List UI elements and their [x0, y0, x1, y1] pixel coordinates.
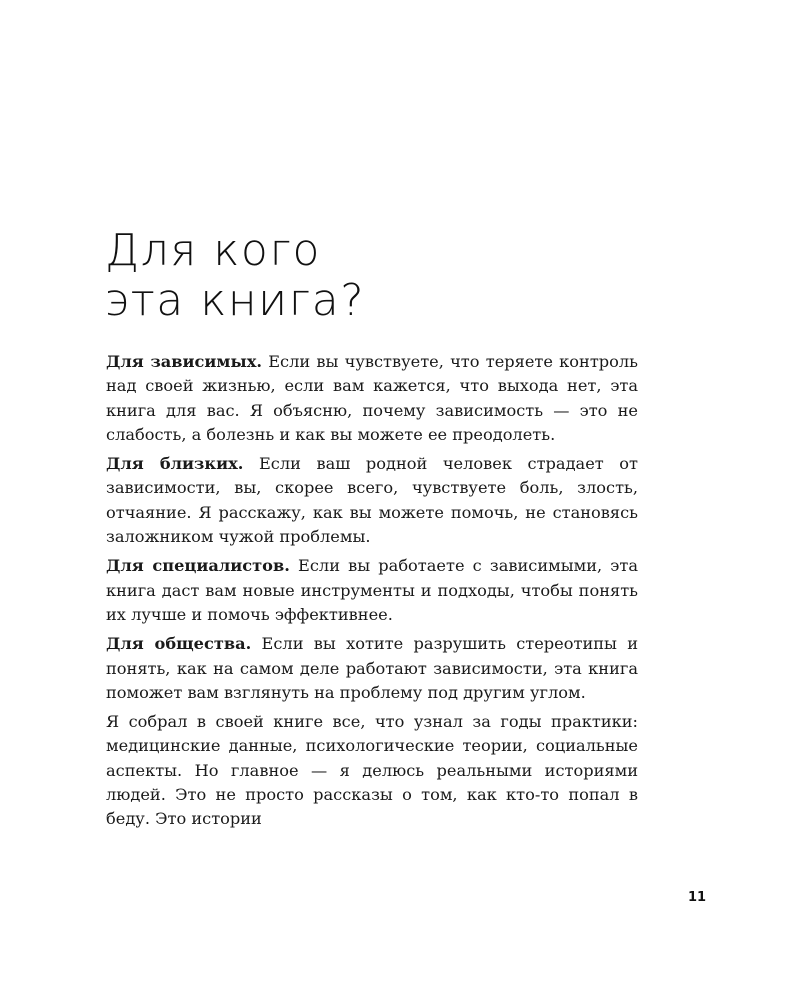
paragraph-relatives	[106, 452, 638, 549]
paragraph-lead: Для близких.	[106, 454, 244, 474]
paragraph-author-note	[106, 710, 638, 831]
body-text	[106, 350, 638, 837]
page-number: 11	[688, 890, 707, 905]
paragraph-lead: Для общества.	[106, 634, 252, 654]
paragraph-specialists	[106, 554, 638, 627]
paragraph-text: Если вы хотите разрушить стереотипы и понять, как на самом деле работают зависимости, эта книга поможет вам взглянуть на проблему под другим углом.	[106, 634, 638, 702]
paragraph-text: Я собрал в своей книге все, что узнал за годы практики: медицинские данные, психологические теории, социальные аспекты. Но главное — я делюсь реальными историями людей. Это не просто рассказы о том, как кто-то попал в беду. Это истории	[106, 712, 638, 829]
paragraph-lead: Для зависимых.	[106, 352, 262, 371]
paragraph-text: Если ваш родной человек страдает от зависимости, вы, скорее всего, чувствуете боль, злость, отчаяние. Я расскажу, как вы можете помочь, не становясь заложником чужой проблемы.	[106, 454, 638, 547]
paragraph-text: Если вы чувствуете, что теряете контроль над своей жизнью, если вам кажется, что выхода нет, эта книга для вас. Я объясню, почему зависимость — это не слабость, а болезнь и как вы можете ее преодолеть.	[106, 352, 638, 444]
paragraph-lead: Для специалистов.	[106, 556, 290, 576]
chapter-title	[105, 226, 365, 326]
chapter-title-line-2: эта книга?	[105, 275, 366, 326]
paragraph-society	[106, 632, 638, 705]
chapter-title-line-1: Для кого	[105, 225, 321, 276]
paragraph-text: Если вы работаете с зависимыми, эта книга даст вам новые инструменты и подходы, чтобы понять их лучше и помочь эффективнее.	[106, 556, 638, 624]
paragraph-addicts	[106, 350, 638, 447]
